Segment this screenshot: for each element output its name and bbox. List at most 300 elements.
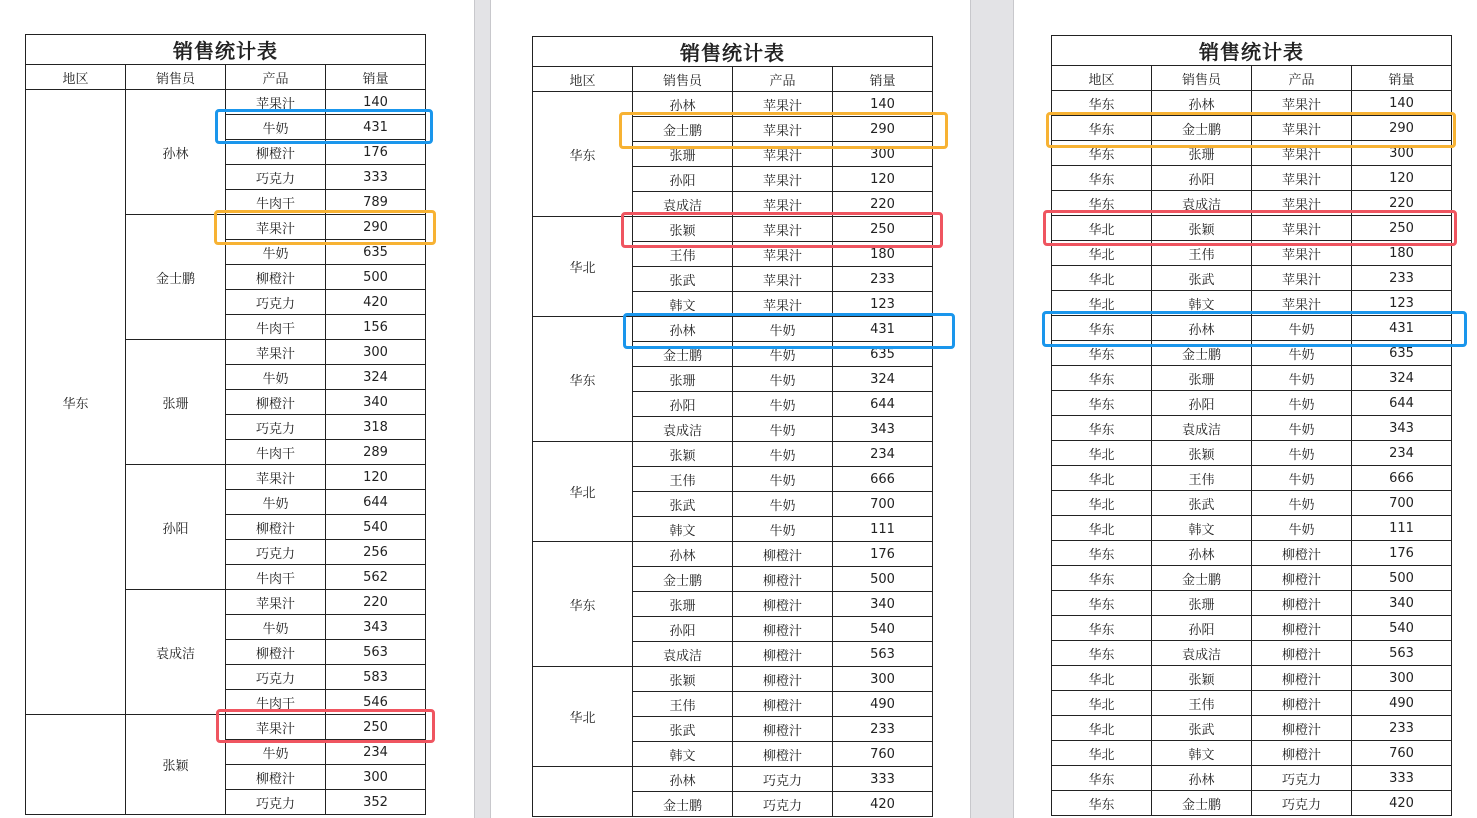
- salesperson-cell: 孙阳: [1152, 391, 1252, 416]
- region-cell: 华东: [1052, 166, 1152, 191]
- sales-cell: 220: [833, 192, 933, 217]
- product-cell: 牛奶: [226, 615, 326, 640]
- product-cell: 巧克力: [1252, 766, 1352, 791]
- salesperson-cell: 韩文: [1152, 291, 1252, 316]
- sales-cell: 176: [326, 140, 426, 165]
- sales-cell: 233: [833, 267, 933, 292]
- sales-cell: 156: [326, 315, 426, 340]
- product-cell: 牛奶: [733, 392, 833, 417]
- product-cell: 牛奶: [1252, 366, 1352, 391]
- region-cell: 华东: [1052, 616, 1152, 641]
- product-cell: 牛奶: [733, 492, 833, 517]
- table-row: [1052, 316, 1452, 341]
- product-cell: 柳橙汁: [226, 265, 326, 290]
- salesperson-cell: 王伟: [633, 467, 733, 492]
- sales-cell: 340: [326, 390, 426, 415]
- header-sales: 销量: [833, 67, 933, 92]
- salesperson-cell: 金士鹏: [1152, 116, 1252, 141]
- sales-cell: 140: [833, 92, 933, 117]
- sales-cell: 324: [326, 365, 426, 390]
- region-cell: 华东: [1052, 91, 1152, 116]
- sales-cell: 635: [833, 342, 933, 367]
- sales-cell: 250: [326, 715, 426, 740]
- product-cell: 柳橙汁: [1252, 641, 1352, 666]
- salesperson-cell: 张颖: [1152, 666, 1252, 691]
- salesperson-cell: 袁成洁: [633, 417, 733, 442]
- table-row: [533, 92, 933, 117]
- sales-cell: 420: [833, 792, 933, 817]
- sales-cell: 234: [326, 740, 426, 765]
- sales-cell: 490: [833, 692, 933, 717]
- page-edge: [970, 0, 971, 818]
- table-row: [1052, 516, 1452, 541]
- product-cell: 苹果汁: [733, 267, 833, 292]
- product-cell: 柳橙汁: [226, 765, 326, 790]
- sales-cell: 140: [326, 90, 426, 115]
- salesperson-cell: 王伟: [633, 692, 733, 717]
- product-cell: 牛奶: [1252, 466, 1352, 491]
- page-edge: [474, 0, 475, 818]
- table-row: [533, 542, 933, 567]
- product-cell: 牛奶: [226, 490, 326, 515]
- product-cell: 柳橙汁: [1252, 741, 1352, 766]
- product-cell: 柳橙汁: [226, 640, 326, 665]
- salesperson-cell: 孙林: [126, 90, 226, 215]
- product-cell: 苹果汁: [226, 90, 326, 115]
- sales-cell: 352: [326, 790, 426, 815]
- salesperson-cell: 孙林: [633, 317, 733, 342]
- sales-cell: 140: [1352, 91, 1452, 116]
- sales-cell: 431: [1352, 316, 1452, 341]
- product-cell: 苹果汁: [226, 590, 326, 615]
- product-cell: 牛奶: [733, 317, 833, 342]
- sales-cell: 324: [1352, 366, 1452, 391]
- sales-cell: 760: [833, 742, 933, 767]
- product-cell: 牛奶: [733, 417, 833, 442]
- sales-cell: 180: [833, 242, 933, 267]
- salesperson-cell: 孙林: [1152, 316, 1252, 341]
- sales-cell: 340: [1352, 591, 1452, 616]
- product-cell: 柳橙汁: [733, 667, 833, 692]
- sales-cell: 343: [326, 615, 426, 640]
- region-cell: 华东: [1052, 341, 1152, 366]
- salesperson-cell: 张珊: [1152, 591, 1252, 616]
- product-cell: 苹果汁: [733, 142, 833, 167]
- salesperson-cell: 孙林: [1152, 541, 1252, 566]
- sales-cell: 563: [326, 640, 426, 665]
- table-row: [1052, 466, 1452, 491]
- region-cell: [533, 767, 633, 817]
- product-cell: 牛奶: [733, 367, 833, 392]
- region-cell: 华北: [1052, 216, 1152, 241]
- salesperson-cell: 张武: [633, 267, 733, 292]
- region-cell: 华北: [1052, 691, 1152, 716]
- salesperson-cell: 张珊: [633, 142, 733, 167]
- product-cell: 牛奶: [1252, 316, 1352, 341]
- salesperson-cell: 韩文: [1152, 516, 1252, 541]
- product-cell: 牛奶: [733, 442, 833, 467]
- product-cell: 苹果汁: [226, 340, 326, 365]
- salesperson-cell: 张珊: [126, 340, 226, 465]
- header-region: 地区: [1052, 66, 1152, 91]
- table-row: [26, 90, 426, 115]
- table-row: [1052, 541, 1452, 566]
- sales-cell: 644: [326, 490, 426, 515]
- sales-cell: 120: [326, 465, 426, 490]
- table-title: 销售统计表: [1052, 36, 1452, 66]
- salesperson-cell: 张武: [633, 492, 733, 517]
- product-cell: 苹果汁: [733, 217, 833, 242]
- sales-cell: 300: [833, 667, 933, 692]
- region-cell: 华北: [1052, 241, 1152, 266]
- region-cell: 华东: [1052, 766, 1152, 791]
- product-cell: 牛奶: [1252, 516, 1352, 541]
- product-cell: 牛奶: [733, 342, 833, 367]
- product-cell: 巧克力: [226, 415, 326, 440]
- sales-cell: 300: [1352, 666, 1452, 691]
- product-cell: 柳橙汁: [1252, 566, 1352, 591]
- sales-cell: 760: [1352, 741, 1452, 766]
- table-row: [1052, 691, 1452, 716]
- sales-table-grouped-by-rep: [25, 34, 426, 815]
- header-product: 产品: [733, 67, 833, 92]
- salesperson-cell: 孙阳: [633, 167, 733, 192]
- table-row: [1052, 416, 1452, 441]
- table-row: [1052, 791, 1452, 816]
- product-cell: 牛奶: [226, 115, 326, 140]
- salesperson-cell: 王伟: [633, 242, 733, 267]
- sales-cell: 250: [1352, 216, 1452, 241]
- salesperson-cell: 王伟: [1152, 241, 1252, 266]
- salesperson-cell: 金士鹏: [633, 117, 733, 142]
- sales-table-grouped-by-product: [532, 36, 933, 817]
- product-cell: 苹果汁: [733, 92, 833, 117]
- sales-cell: 220: [1352, 191, 1452, 216]
- product-cell: 苹果汁: [226, 715, 326, 740]
- header-sales: 销量: [326, 65, 426, 90]
- sales-cell: 290: [833, 117, 933, 142]
- product-cell: 牛奶: [1252, 341, 1352, 366]
- product-cell: 柳橙汁: [1252, 691, 1352, 716]
- product-cell: 柳橙汁: [226, 140, 326, 165]
- region-cell: 华北: [533, 442, 633, 542]
- table-row: [1052, 441, 1452, 466]
- sales-cell: 700: [1352, 491, 1452, 516]
- salesperson-cell: 孙林: [1152, 766, 1252, 791]
- product-cell: 苹果汁: [226, 465, 326, 490]
- table-row: [1052, 716, 1452, 741]
- product-cell: 牛肉干: [226, 565, 326, 590]
- sales-cell: 546: [326, 690, 426, 715]
- sales-cell: 583: [326, 665, 426, 690]
- sales-cell: 666: [833, 467, 933, 492]
- salesperson-cell: 张颖: [126, 715, 226, 815]
- header-product: 产品: [226, 65, 326, 90]
- salesperson-cell: 韩文: [633, 742, 733, 767]
- product-cell: 巧克力: [733, 792, 833, 817]
- sales-cell: 562: [326, 565, 426, 590]
- salesperson-cell: 张颖: [1152, 441, 1252, 466]
- salesperson-cell: 张武: [633, 717, 733, 742]
- product-cell: 巧克力: [1252, 791, 1352, 816]
- sales-cell: 789: [326, 190, 426, 215]
- sales-cell: 431: [833, 317, 933, 342]
- product-cell: 柳橙汁: [226, 515, 326, 540]
- salesperson-cell: 张武: [1152, 491, 1252, 516]
- product-cell: 苹果汁: [733, 242, 833, 267]
- salesperson-cell: 金士鹏: [126, 215, 226, 340]
- sales-cell: 644: [1352, 391, 1452, 416]
- salesperson-cell: 王伟: [1152, 691, 1252, 716]
- product-cell: 苹果汁: [1252, 116, 1352, 141]
- table-row: [1052, 666, 1452, 691]
- table-row: [533, 767, 933, 792]
- sales-cell: 500: [1352, 566, 1452, 591]
- sales-cell: 300: [326, 340, 426, 365]
- table-row: [1052, 391, 1452, 416]
- table-row: [533, 317, 933, 342]
- product-cell: 柳橙汁: [733, 642, 833, 667]
- region-cell: 华北: [533, 667, 633, 767]
- sales-cell: 563: [833, 642, 933, 667]
- salesperson-cell: 张珊: [1152, 366, 1252, 391]
- product-cell: 柳橙汁: [733, 542, 833, 567]
- table-row: [1052, 616, 1452, 641]
- product-cell: 牛肉干: [226, 315, 326, 340]
- product-cell: 苹果汁: [733, 292, 833, 317]
- region-cell: 华北: [1052, 516, 1152, 541]
- salesperson-cell: 张武: [1152, 266, 1252, 291]
- product-cell: 苹果汁: [1252, 141, 1352, 166]
- table-title: 销售统计表: [533, 37, 933, 67]
- sales-cell: 540: [833, 617, 933, 642]
- sales-cell: 250: [833, 217, 933, 242]
- product-cell: 巧克力: [226, 790, 326, 815]
- salesperson-cell: 张颖: [1152, 216, 1252, 241]
- header-sales: 销量: [1352, 66, 1452, 91]
- product-cell: 巧克力: [226, 540, 326, 565]
- salesperson-cell: 袁成洁: [1152, 416, 1252, 441]
- table-row: [1052, 141, 1452, 166]
- salesperson-cell: 袁成洁: [633, 192, 733, 217]
- region-cell: 华东: [1052, 316, 1152, 341]
- table-row: [1052, 641, 1452, 666]
- salesperson-cell: 韩文: [633, 517, 733, 542]
- product-cell: 苹果汁: [733, 167, 833, 192]
- region-cell: 华东: [1052, 591, 1152, 616]
- sales-cell: 290: [1352, 116, 1452, 141]
- salesperson-cell: 袁成洁: [1152, 191, 1252, 216]
- salesperson-cell: 张颖: [633, 667, 733, 692]
- region-cell: 华北: [1052, 291, 1152, 316]
- product-cell: 柳橙汁: [1252, 666, 1352, 691]
- region-cell: 华北: [1052, 441, 1152, 466]
- product-cell: 牛奶: [226, 365, 326, 390]
- sales-cell: 233: [1352, 716, 1452, 741]
- table-row: [1052, 266, 1452, 291]
- product-cell: 柳橙汁: [733, 692, 833, 717]
- header-salesperson: 销售员: [126, 65, 226, 90]
- table-row: [1052, 566, 1452, 591]
- sales-cell: 540: [1352, 616, 1452, 641]
- product-cell: 柳橙汁: [1252, 541, 1352, 566]
- header-product: 产品: [1252, 66, 1352, 91]
- sales-cell: 233: [833, 717, 933, 742]
- salesperson-cell: 孙阳: [633, 617, 733, 642]
- salesperson-cell: 韩文: [633, 292, 733, 317]
- region-cell: 华北: [1052, 491, 1152, 516]
- region-cell: 华东: [1052, 791, 1152, 816]
- region-cell: 华东: [1052, 116, 1152, 141]
- page-gap-right: [970, 0, 1014, 818]
- product-cell: 牛肉干: [226, 440, 326, 465]
- region-cell: 华东: [533, 542, 633, 667]
- product-cell: 柳橙汁: [226, 390, 326, 415]
- product-cell: 牛奶: [1252, 391, 1352, 416]
- product-cell: 牛奶: [733, 467, 833, 492]
- table-row: [26, 715, 426, 740]
- sales-cell: 180: [1352, 241, 1452, 266]
- sales-cell: 111: [1352, 516, 1452, 541]
- sales-table-flat: [1051, 35, 1452, 816]
- sales-cell: 120: [1352, 166, 1452, 191]
- sales-cell: 289: [326, 440, 426, 465]
- sales-cell: 490: [1352, 691, 1452, 716]
- sales-cell: 540: [326, 515, 426, 540]
- region-cell: 华东: [533, 92, 633, 217]
- sales-cell: 120: [833, 167, 933, 192]
- table-row: [1052, 216, 1452, 241]
- document-page-1: [0, 0, 474, 818]
- product-cell: 柳橙汁: [1252, 716, 1352, 741]
- header-region: 地区: [26, 65, 126, 90]
- header-region: 地区: [533, 67, 633, 92]
- sales-cell: 300: [1352, 141, 1452, 166]
- product-cell: 巧克力: [733, 767, 833, 792]
- salesperson-cell: 金士鹏: [633, 567, 733, 592]
- region-cell: 华东: [533, 317, 633, 442]
- salesperson-cell: 韩文: [1152, 741, 1252, 766]
- salesperson-cell: 王伟: [1152, 466, 1252, 491]
- region-cell: 华东: [1052, 541, 1152, 566]
- salesperson-cell: 张珊: [633, 592, 733, 617]
- sales-cell: 343: [1352, 416, 1452, 441]
- sales-cell: 431: [326, 115, 426, 140]
- region-cell: 华东: [26, 90, 126, 715]
- table-row: [1052, 241, 1452, 266]
- region-cell: 华东: [1052, 366, 1152, 391]
- product-cell: 柳橙汁: [733, 617, 833, 642]
- region-cell: 华北: [1052, 266, 1152, 291]
- salesperson-cell: 袁成洁: [126, 590, 226, 715]
- sales-cell: 635: [326, 240, 426, 265]
- table-title: 销售统计表: [26, 35, 426, 65]
- document-page-3: [1014, 0, 1477, 818]
- product-cell: 牛奶: [226, 740, 326, 765]
- region-cell: 华东: [1052, 566, 1152, 591]
- sales-cell: 500: [833, 567, 933, 592]
- salesperson-cell: 袁成洁: [633, 642, 733, 667]
- salesperson-cell: 孙林: [633, 92, 733, 117]
- product-cell: 牛肉干: [226, 690, 326, 715]
- sales-cell: 111: [833, 517, 933, 542]
- sales-cell: 123: [1352, 291, 1452, 316]
- salesperson-cell: 孙林: [1152, 91, 1252, 116]
- sales-cell: 420: [1352, 791, 1452, 816]
- sales-cell: 234: [833, 442, 933, 467]
- product-cell: 巧克力: [226, 165, 326, 190]
- product-cell: 巧克力: [226, 290, 326, 315]
- region-cell: 华东: [1052, 416, 1152, 441]
- salesperson-cell: 张颖: [633, 217, 733, 242]
- table-row: [1052, 741, 1452, 766]
- region-cell: 华东: [1052, 141, 1152, 166]
- salesperson-cell: 孙阳: [633, 392, 733, 417]
- sales-cell: 333: [1352, 766, 1452, 791]
- salesperson-cell: 金士鹏: [1152, 341, 1252, 366]
- table-row: [1052, 591, 1452, 616]
- region-cell: 华北: [1052, 716, 1152, 741]
- table-row: [1052, 116, 1452, 141]
- table-row: [1052, 91, 1452, 116]
- sales-cell: 635: [1352, 341, 1452, 366]
- product-cell: 苹果汁: [1252, 241, 1352, 266]
- table-row: [533, 667, 933, 692]
- table-row: [533, 442, 933, 467]
- sales-cell: 500: [326, 265, 426, 290]
- product-cell: 苹果汁: [1252, 91, 1352, 116]
- region-cell: 华东: [1052, 191, 1152, 216]
- product-cell: 柳橙汁: [733, 742, 833, 767]
- product-cell: 柳橙汁: [733, 717, 833, 742]
- sales-cell: 333: [833, 767, 933, 792]
- sales-cell: 343: [833, 417, 933, 442]
- sales-cell: 234: [1352, 441, 1452, 466]
- product-cell: 苹果汁: [1252, 291, 1352, 316]
- product-cell: 牛奶: [1252, 416, 1352, 441]
- product-cell: 苹果汁: [733, 117, 833, 142]
- table-row: [533, 217, 933, 242]
- sales-cell: 318: [326, 415, 426, 440]
- sales-cell: 220: [326, 590, 426, 615]
- sales-cell: 324: [833, 367, 933, 392]
- product-cell: 柳橙汁: [1252, 616, 1352, 641]
- product-cell: 苹果汁: [733, 192, 833, 217]
- region-cell: 华东: [1052, 391, 1152, 416]
- sales-cell: 666: [1352, 466, 1452, 491]
- header-salesperson: 销售员: [1152, 66, 1252, 91]
- salesperson-cell: 孙阳: [1152, 166, 1252, 191]
- sales-cell: 700: [833, 492, 933, 517]
- product-cell: 牛奶: [733, 517, 833, 542]
- sales-cell: 644: [833, 392, 933, 417]
- salesperson-cell: 金士鹏: [633, 342, 733, 367]
- product-cell: 柳橙汁: [733, 567, 833, 592]
- salesperson-cell: 金士鹏: [633, 792, 733, 817]
- product-cell: 巧克力: [226, 665, 326, 690]
- product-cell: 牛奶: [1252, 491, 1352, 516]
- page-gap-left: [474, 0, 491, 818]
- product-cell: 柳橙汁: [733, 592, 833, 617]
- product-cell: 苹果汁: [1252, 166, 1352, 191]
- sales-cell: 233: [1352, 266, 1452, 291]
- table-row: [1052, 491, 1452, 516]
- sales-cell: 290: [326, 215, 426, 240]
- product-cell: 苹果汁: [226, 215, 326, 240]
- sales-cell: 340: [833, 592, 933, 617]
- salesperson-cell: 张武: [1152, 716, 1252, 741]
- table-row: [1052, 766, 1452, 791]
